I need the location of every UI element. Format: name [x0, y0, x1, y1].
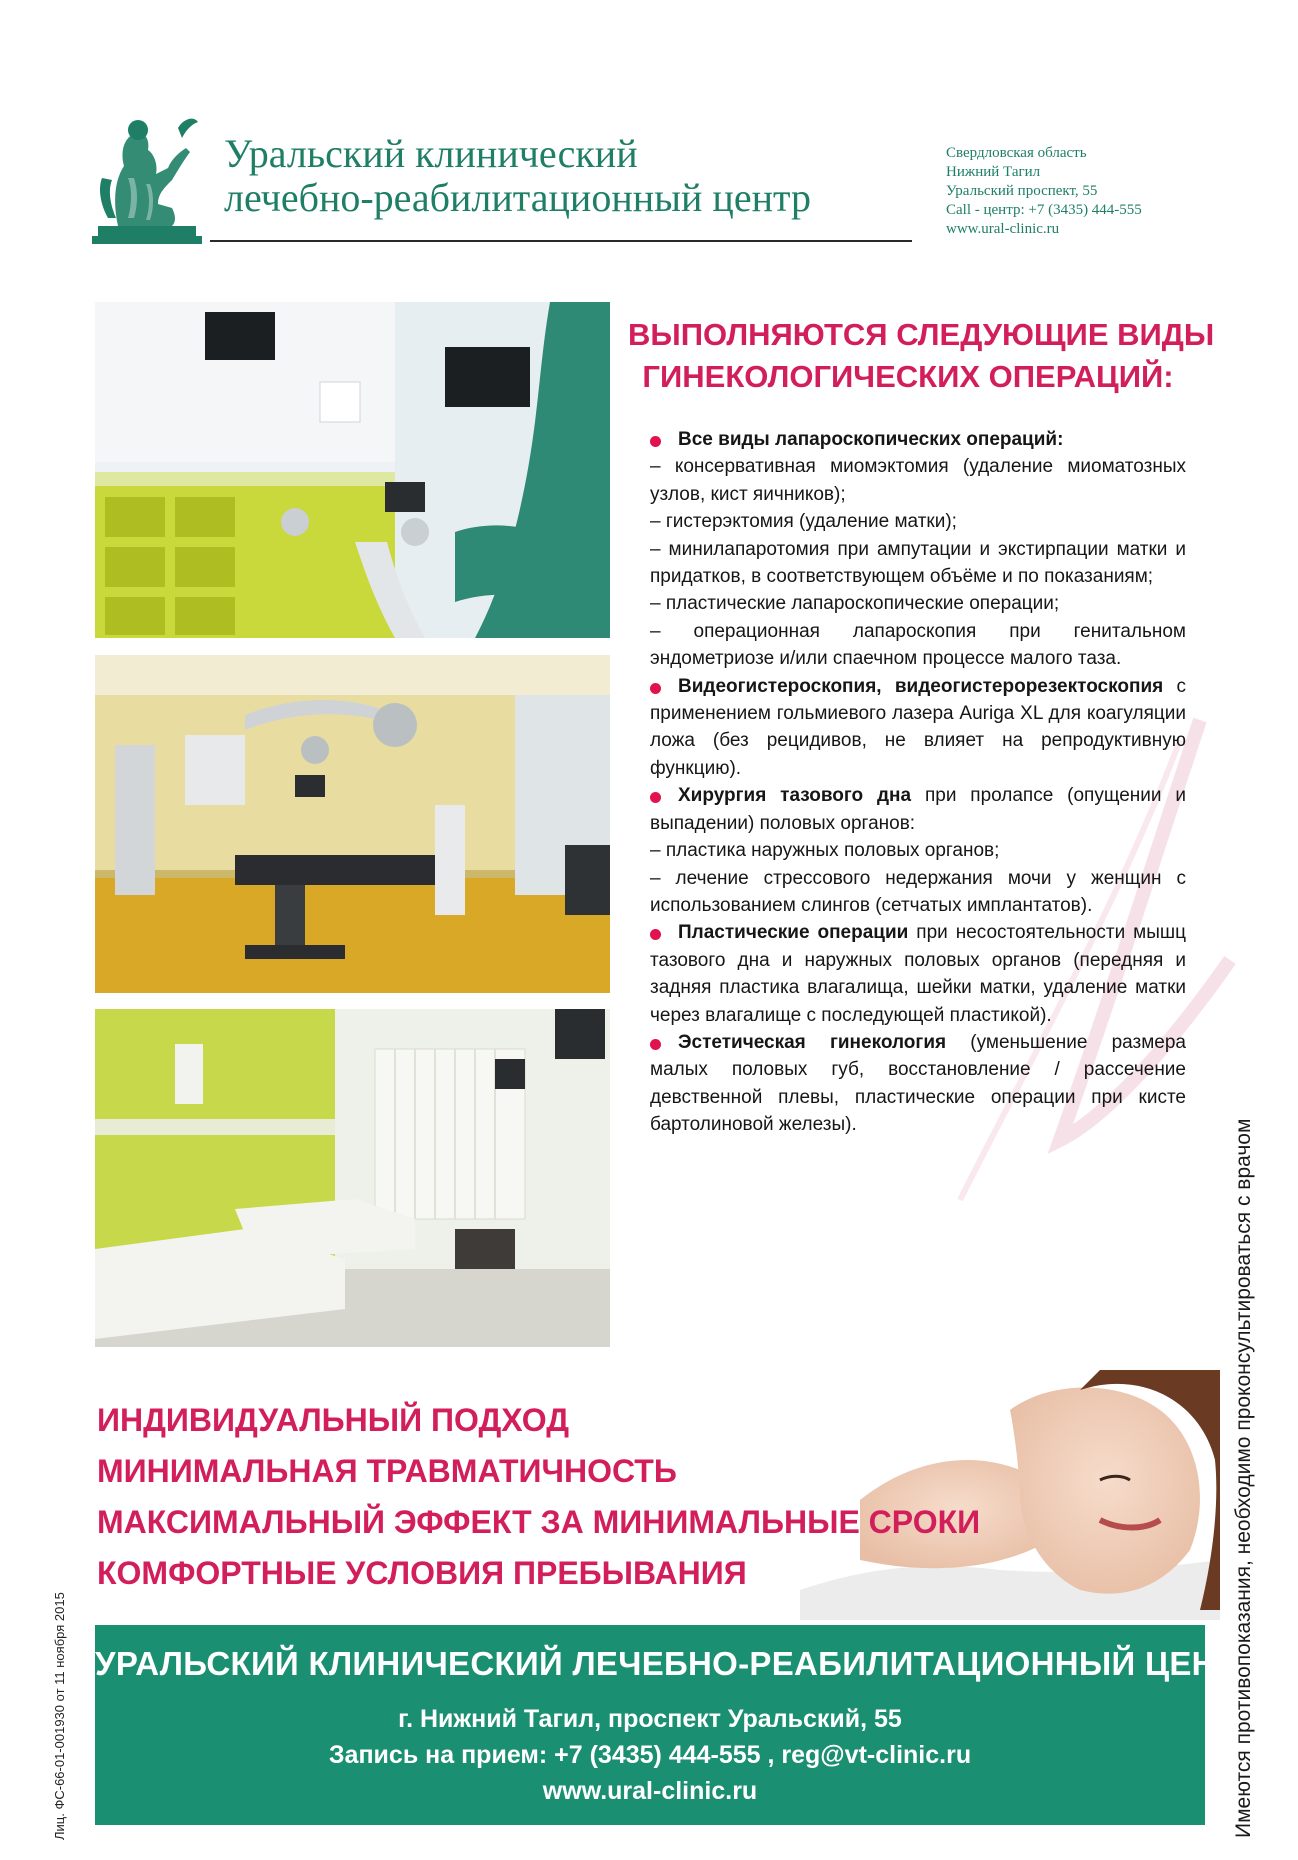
photo-operating-room	[95, 655, 610, 993]
laparoscopy-heading: Все виды лапароскопических операций:	[678, 429, 1064, 450]
clinic-logo	[88, 108, 206, 248]
bullet-pelvic-floor	[650, 782, 1186, 837]
laparoscopy-item-1: – консервативная миомэктомия (удаление миоматозных узлов, кист яичников);	[650, 456, 1186, 505]
operations-heading-line-1: ВЫПОЛНЯЮТСЯ СЛЕДУЮЩИЕ ВИДЫ	[628, 317, 1215, 352]
footer-address: г. Нижний Тагил, проспект Уральский, 55	[398, 1705, 902, 1733]
bullet-plastic	[650, 919, 1186, 1029]
photo-gynecology-room	[95, 302, 610, 638]
clinic-name-line-2: лечебно-реабилитационный центр	[224, 175, 811, 220]
operations-heading	[628, 314, 1215, 398]
pelvic-floor-text: при пролапсе (опущении и выпадении) половых органов:	[650, 785, 1186, 834]
plastic-text: при несостоятельности мышц тазового дна и наружных половых органов (передняя и задняя пластика влагалища, шейки матки, удаление матки через влагалище с последующей пластикой).	[650, 922, 1186, 1026]
pelvic-floor-item-2: – лечение стрессового недержания мочи у женщин с использованием слингов (сетчатых имплантатов).	[650, 867, 1186, 916]
benefit-individual-approach: ИНДИВИДУАЛЬНЫЙ ПОДХОД	[97, 1402, 570, 1438]
footer-website[interactable]: www.ural-clinic.ru	[542, 1777, 758, 1805]
benefit-maximum-effect: МАКСИМАЛЬНЫЙ ЭФФЕКТ ЗА МИНИМАЛЬНЫЕ СРОКИ	[97, 1504, 981, 1540]
aesthetic-heading: Эстетическая гинекология	[678, 1031, 947, 1053]
hysteroscopy-text: с применением гольмиевого лазера Auriga XL для коагуляции ложа (без рецидивов, не влияет на репродуктивную функцию).	[650, 675, 1186, 779]
benefit-comfortable-stay: КОМФОРТНЫЕ УСЛОВИЯ ПРЕБЫВАНИЯ	[97, 1555, 747, 1591]
contact-city: Нижний Тагил	[946, 164, 1041, 180]
laparoscopy-item-2: – гистерэктомия (удаление матки);	[650, 511, 957, 533]
photo-patient-ward	[95, 1009, 610, 1347]
contact-street: Уральский проспект, 55	[946, 183, 1098, 199]
aesthetic-text: (уменьшение размера малых половых губ, восстановление / рассечение девственной плевы, пластические операции при кисте бартолиновой железы).	[650, 1031, 1186, 1136]
pelvic-floor-item-1: – пластика наружных половых органов;	[650, 840, 1000, 862]
operations-list	[650, 426, 1186, 1139]
footer-title: УРАЛЬСКИЙ КЛИНИЧЕСКИЙ ЛЕЧЕБНО-РЕАБИЛИТАЦИОННЫЙ ЦЕНТР	[95, 1645, 1259, 1682]
clinic-name-line-1: Уральский клинический	[224, 131, 638, 176]
hysteroscopy-heading: Видеогистероскопия, видеогистерорезектоскопия	[678, 675, 1164, 697]
header-contacts	[946, 144, 1216, 239]
header-divider	[210, 240, 912, 242]
benefit-minimal-trauma: МИНИМАЛЬНАЯ ТРАВМАТИЧНОСТЬ	[97, 1453, 677, 1489]
pelvic-floor-heading: Хирургия тазового дна	[678, 785, 912, 807]
license-note: Лиц. ФС-66-01-001930 от 11 ноября 2015	[52, 1592, 67, 1840]
bullet-hysteroscopy	[650, 673, 1186, 783]
laparoscopy-item-5: – операционная лапароскопия при генитальном эндометриозе и/или спаечном процессе малого таза.	[650, 620, 1186, 670]
bullet-aesthetic	[650, 1029, 1186, 1139]
benefits-list	[97, 1395, 980, 1599]
plastic-heading: Пластические операции	[678, 922, 909, 944]
laparoscopy-item-3: – минилапаротомия при ампутации и экстирпации матки и придатков, в соответствующем объёме и по показаниям;	[650, 538, 1186, 588]
contact-website[interactable]: www.ural-clinic.ru	[946, 221, 1060, 237]
operations-heading-line-2: ГИНЕКОЛОГИЧЕСКИХ ОПЕРАЦИЙ:	[642, 359, 1174, 394]
contraindications-note: Имеются противопоказания, необходимо проконсультироваться с врачом	[1232, 1118, 1255, 1838]
contact-call-center: Call - центр: +7 (3435) 444-555	[946, 202, 1142, 218]
footer-appointment[interactable]: Запись на прием: +7 (3435) 444-555 , reg@vt-clinic.ru	[328, 1741, 972, 1769]
bullet-laparoscopy	[650, 426, 1186, 453]
clinic-name	[224, 132, 924, 220]
footer-banner	[95, 1625, 1259, 1825]
laparoscopy-item-4: – пластические лапароскопические операции;	[650, 593, 1060, 615]
contact-region: Свердловская область	[946, 145, 1087, 161]
